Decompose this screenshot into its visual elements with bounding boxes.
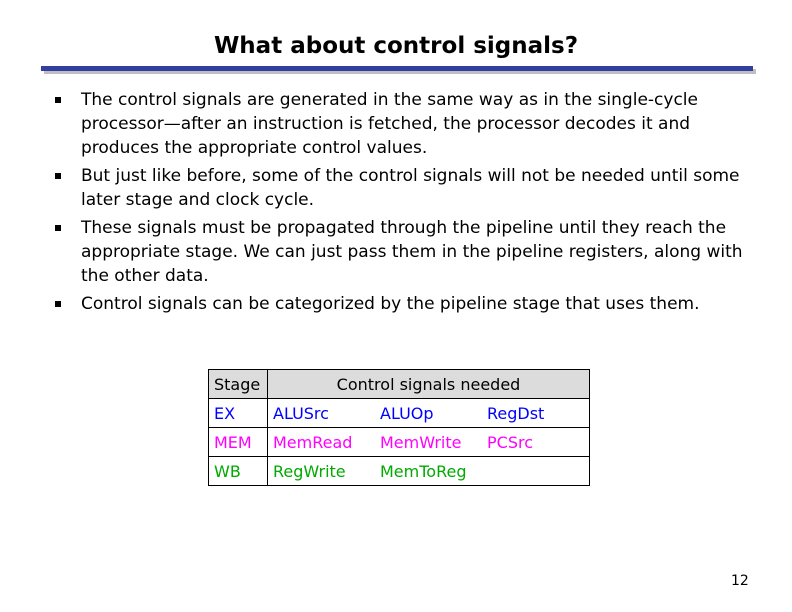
signal-cell: RegWrite xyxy=(268,457,376,486)
table-row xyxy=(209,399,590,428)
control-signals-table xyxy=(208,369,590,486)
bullet-text: These signals must be propagated through the pipeline until they reach the appropriate stage. We can just pass them in the pipeline registers, along with the other data. xyxy=(81,218,743,286)
stage-cell: WB xyxy=(209,457,268,486)
table-row xyxy=(209,428,590,457)
slide-title: What about control signals? xyxy=(213,33,579,59)
bullet-square-icon xyxy=(55,225,61,231)
signal-cell: ALUOp xyxy=(375,399,482,428)
signal-cell: MemToReg xyxy=(375,457,482,486)
bullet-text: The control signals are generated in the same way as in the single-cycle processor—after an instruction is fetched, the processor decodes it and produces the appropriate control values. xyxy=(81,90,698,158)
header-signals: Control signals needed xyxy=(268,370,590,399)
bullet-item xyxy=(50,292,750,316)
bullet-item xyxy=(50,216,750,288)
signal-cell: PCSrc xyxy=(482,428,590,457)
page-number: 12 xyxy=(731,573,749,589)
signal-cell: RegDst xyxy=(482,399,590,428)
header-stage: Stage xyxy=(209,370,268,399)
bullet-text: But just like before, some of the control signals will not be needed until some later stage and clock cycle. xyxy=(81,166,740,210)
bullet-item xyxy=(50,164,750,212)
bullet-square-icon xyxy=(55,173,61,179)
table-row xyxy=(209,457,590,486)
title-rule xyxy=(41,66,753,71)
bullet-list xyxy=(50,88,750,320)
bullet-square-icon xyxy=(55,97,61,103)
signal-cell: MemRead xyxy=(268,428,376,457)
signal-cell: MemWrite xyxy=(375,428,482,457)
stage-cell: MEM xyxy=(209,428,268,457)
bullet-square-icon xyxy=(55,301,61,307)
signal-cell xyxy=(482,457,590,486)
bullet-text: Control signals can be categorized by the pipeline stage that uses them. xyxy=(81,294,700,314)
stage-cell: EX xyxy=(209,399,268,428)
signal-cell: ALUSrc xyxy=(268,399,376,428)
bullet-item xyxy=(50,88,750,160)
table-header-row xyxy=(209,370,590,399)
